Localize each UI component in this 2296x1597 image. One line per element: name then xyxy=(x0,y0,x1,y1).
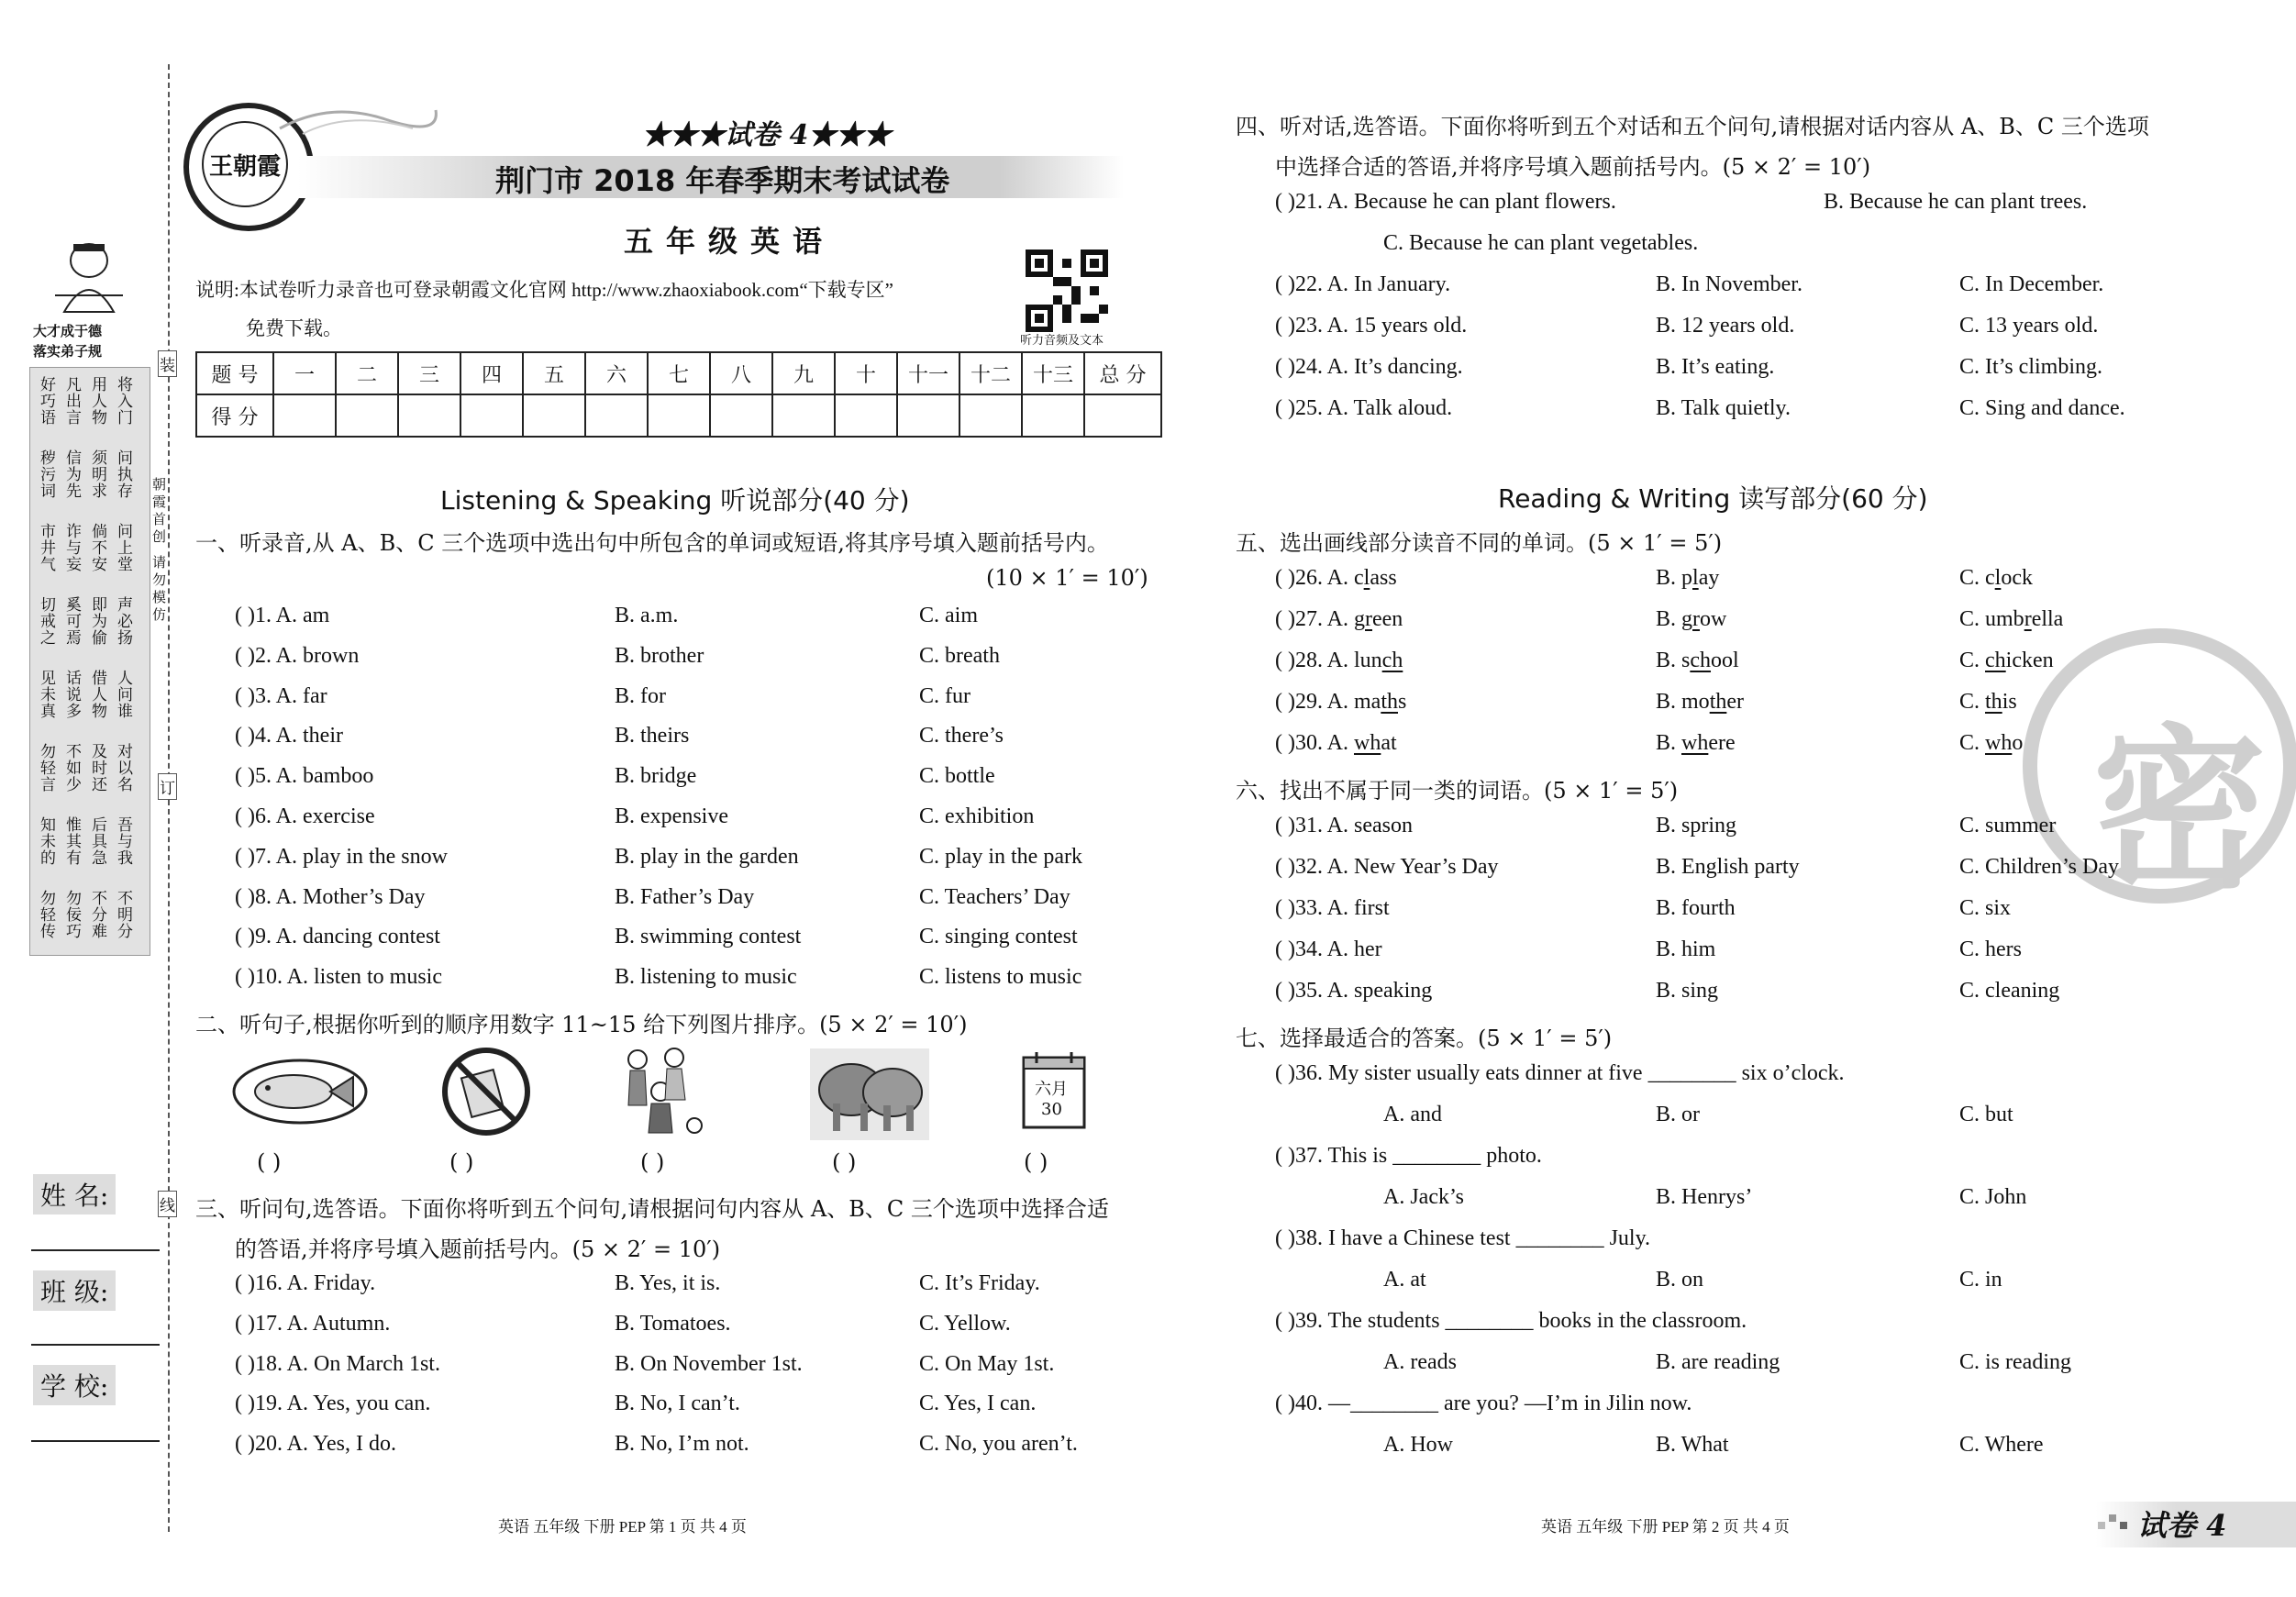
part5-instructions: 五、选出画线部分读音不同的单词。(5 × 1′ = 5′) xyxy=(1236,530,1723,556)
underlined-letters: wh xyxy=(1681,731,1709,755)
subject-title: 五年级英语 xyxy=(624,224,836,259)
word-part: lun xyxy=(1354,649,1382,672)
option-21-c: C. Because he can plant vegetables. xyxy=(1383,231,1699,255)
question-option-b xyxy=(1656,566,1719,591)
score-cell[interactable] xyxy=(897,394,959,437)
score-cell[interactable] xyxy=(336,394,398,437)
word-part: g xyxy=(1354,607,1365,631)
question-option-a: ( )8. A. Mother’s Day xyxy=(235,884,426,909)
listening-title: Listening & Speaking 听说部分(40 分) xyxy=(440,485,910,516)
wisdom-text: 话说多 xyxy=(62,670,81,719)
wisdom-columns xyxy=(35,376,145,954)
question-option-c: C. breath xyxy=(919,643,1000,668)
question-option-c: C. singing contest xyxy=(919,925,1078,949)
question-option-a: A. and xyxy=(1383,1103,1442,1126)
question-option-c: C. in xyxy=(1959,1268,2002,1292)
word-part: B. mo xyxy=(1656,690,1710,714)
wisdom-text: 好巧语 xyxy=(37,376,55,426)
word-part: B. p xyxy=(1656,566,1693,590)
question-stem: ( )38. I have a Chinese test ________ July. xyxy=(1275,1226,1651,1250)
question-option-a: A. How xyxy=(1383,1433,1453,1457)
word-part: is xyxy=(2002,690,2017,714)
score-col: 七 xyxy=(648,352,710,394)
question-option-b: B. theirs xyxy=(615,724,690,749)
exam-note-cont: 免费下载。 xyxy=(246,317,342,339)
paper-badge-text: 试卷 4 xyxy=(2137,1508,2227,1543)
question-option-a: ( )16. A. Friday. xyxy=(235,1271,376,1295)
question-prefix: ( )26. A. xyxy=(1275,566,1354,590)
score-cell[interactable] xyxy=(523,394,585,437)
question-option-c xyxy=(1959,566,2033,591)
question-option-a: ( )3. A. far xyxy=(235,683,327,708)
score-cell[interactable] xyxy=(273,394,336,437)
word-part: ella xyxy=(2031,607,2064,631)
score-table-header-row xyxy=(196,352,1161,394)
question-option-b: B. English party xyxy=(1656,855,1800,879)
name-label: 姓 名: xyxy=(33,1174,116,1214)
class-field[interactable] xyxy=(31,1344,160,1346)
question-option-a xyxy=(1275,566,1397,591)
footer-page-1: 英语 五年级 下册 PEP 第 1 页 共 4 页 xyxy=(498,1518,747,1536)
question-option-b: B. 12 years old. xyxy=(1656,314,1795,338)
part4-instructions-cont: 中选择合适的答语,并将序号填入题前括号内。(5 × 2′ = 10′) xyxy=(1275,154,1871,180)
school-label: 学 校: xyxy=(33,1365,116,1405)
question-option-a: ( )22. A. In January. xyxy=(1275,272,1451,296)
wisdom-text: 秽污词 xyxy=(37,449,55,499)
bind-mark-3: 线 xyxy=(158,1191,177,1217)
word-part: ere xyxy=(1708,731,1736,755)
question-option-a: ( )7. A. play in the snow xyxy=(235,844,448,869)
question-option-a xyxy=(1275,690,1406,715)
badge-squares-icon xyxy=(2096,1509,2133,1536)
wisdom-text: 声必扬 xyxy=(114,596,132,646)
underlined-letters: ch xyxy=(1381,649,1403,672)
wisdom-text: 惟其有 xyxy=(62,816,81,866)
score-cell[interactable] xyxy=(959,394,1022,437)
question-option-c: C. fur xyxy=(919,683,971,708)
publisher-logo: 王朝霞 xyxy=(183,103,314,231)
question-option-b xyxy=(1656,607,1726,632)
question-option-a: ( )33. A. first xyxy=(1275,896,1390,920)
wisdom-text: 不如少 xyxy=(62,743,81,793)
qr-caption: 听力音频及文本 xyxy=(1020,334,1104,348)
underlined-letters: th xyxy=(1985,690,2002,714)
question-option-c: C. John xyxy=(1959,1185,2027,1209)
score-col: 五 xyxy=(523,352,585,394)
question-option-c: C. In December. xyxy=(1959,272,2104,296)
word-part: ock xyxy=(2001,566,2033,590)
question-option-b: B. him xyxy=(1656,937,1716,961)
question-option-c xyxy=(1959,690,2017,715)
score-cell[interactable] xyxy=(772,394,835,437)
calendar-month: 六月 xyxy=(1035,1080,1068,1099)
question-option-a: ( )24. A. It’s dancing. xyxy=(1275,355,1463,379)
watermark-char: 密 xyxy=(2092,707,2268,912)
word-part: C. xyxy=(1959,731,1986,755)
question-option-c: C. Teachers’ Day xyxy=(919,884,1070,909)
elephants-picture xyxy=(810,1048,929,1140)
question-option-a xyxy=(1275,649,1403,673)
part1-instructions: 一、听录音,从 A、B、C 三个选项中选出句中所包含的单词或短语,将其序号填入题前括号内。 xyxy=(195,530,1109,556)
word-part: C. xyxy=(1959,690,1986,714)
question-option-a: A. reads xyxy=(1383,1350,1457,1374)
binding-note: 朝霞首创 请勿模仿 xyxy=(150,477,167,625)
score-col: 九 xyxy=(772,352,835,394)
word-part: B. g xyxy=(1656,607,1693,631)
score-col: 四 xyxy=(460,352,523,394)
question-option-b: B. Tomatoes. xyxy=(615,1311,731,1336)
question-option-b: B. What xyxy=(1656,1433,1729,1457)
score-col: 二 xyxy=(336,352,398,394)
calendar-picture xyxy=(1018,1048,1092,1133)
wisdom-text: 诈与妄 xyxy=(62,523,81,572)
picture-answer-blank[interactable]: ( ) xyxy=(257,1149,282,1175)
wisdom-text: 及时还 xyxy=(88,743,106,793)
part2-instructions: 二、听句子,根据你听到的顺序用数字 11~15 给下列图片排序。(5 × 2′ = 10′) xyxy=(195,1012,968,1037)
kids-football-picture xyxy=(610,1041,711,1142)
score-col: 十 xyxy=(835,352,897,394)
word-part: B. s xyxy=(1656,649,1691,672)
wisdom-text: 吾与我 xyxy=(114,816,132,866)
name-field[interactable] xyxy=(31,1249,160,1251)
wisdom-text: 凡出言 xyxy=(62,376,81,426)
score-cell[interactable] xyxy=(648,394,710,437)
score-cell[interactable] xyxy=(1022,394,1084,437)
question-option-a: ( )1. A. am xyxy=(235,604,330,627)
question-stem: ( )36. My sister usually eats dinner at five ________ six o’clock. xyxy=(1275,1061,1845,1085)
wisdom-text: 切戒之 xyxy=(37,596,55,646)
wisdom-text: 须明求 xyxy=(88,449,106,499)
question-option-b: B. spring xyxy=(1656,814,1737,837)
underlined-letters: ch xyxy=(1690,649,1712,672)
qr-code[interactable] xyxy=(1026,250,1108,332)
question-option-a: ( )2. A. brown xyxy=(235,643,360,668)
question-option-b: B. bridge xyxy=(615,764,697,789)
score-cell[interactable] xyxy=(460,394,523,437)
question-option-b: B. on xyxy=(1656,1268,1704,1292)
reading-title: Reading & Writing 读写部分(60 分) xyxy=(1498,483,1928,514)
question-prefix: ( )27. A. xyxy=(1275,607,1354,631)
underlined-letters: ch xyxy=(1985,649,2006,672)
score-cell[interactable] xyxy=(398,394,460,437)
no-cards-picture xyxy=(440,1046,532,1137)
question-option-a: A. at xyxy=(1383,1268,1426,1292)
question-option-b: B. fourth xyxy=(1656,896,1736,920)
question-option-c: C. It’s climbing. xyxy=(1959,355,2102,379)
wisdom-text: 见未真 xyxy=(37,670,55,719)
question-21: ( )21. A. Because he can plant flowers. xyxy=(1275,190,1616,214)
question-option-b: B. for xyxy=(615,683,666,708)
wisdom-text: 对以名 xyxy=(114,743,132,793)
question-option-a: ( )9. A. dancing contest xyxy=(235,925,440,949)
underlined-letters: l xyxy=(1363,566,1370,590)
score-col: 十一 xyxy=(897,352,959,394)
question-option-a: ( )35. A. speaking xyxy=(1275,979,1433,1003)
question-option-b: B. or xyxy=(1656,1103,1700,1126)
question-option-b: B. play in the garden xyxy=(615,844,799,869)
option-21-b: B. Because he can plant trees. xyxy=(1824,190,2088,214)
score-cell-total[interactable] xyxy=(1084,394,1161,437)
question-option-b: B. Henrys’ xyxy=(1656,1185,1753,1209)
wisdom-text: 勿轻言 xyxy=(37,743,55,793)
school-field[interactable] xyxy=(31,1440,160,1442)
picture-answer-blank[interactable]: ( ) xyxy=(1024,1149,1048,1175)
part3-instructions-cont: 的答语,并将序号填入题前括号内。(5 × 2′ = 10′) xyxy=(235,1237,721,1262)
question-prefix: ( )28. A. xyxy=(1275,649,1354,672)
question-option-c: C. aim xyxy=(919,604,978,627)
question-option-b: B. a.m. xyxy=(615,604,679,627)
question-prefix: ( )29. A. xyxy=(1275,690,1354,714)
underlined-letters: th xyxy=(1381,690,1398,714)
question-option-b xyxy=(1656,690,1744,715)
question-option-c: C. Children’s Day xyxy=(1959,855,2119,879)
question-option-c: C. listens to music xyxy=(919,965,1082,990)
question-option-a: ( )6. A. exercise xyxy=(235,804,375,828)
score-col: 十三 xyxy=(1022,352,1084,394)
question-option-b: B. listening to music xyxy=(615,965,797,990)
wisdom-text: 借人物 xyxy=(88,670,106,719)
question-option-c: C. Sing and dance. xyxy=(1959,396,2125,420)
question-option-b: B. It’s eating. xyxy=(1656,355,1775,379)
picture-answer-blank[interactable]: ( ) xyxy=(832,1149,857,1175)
question-option-b xyxy=(1656,649,1739,673)
part3-instructions: 三、听问句,选答语。下面你将听到五个问句,请根据问句内容从 A、B、C 三个选项中选择合适 xyxy=(195,1196,1109,1222)
word-part: o xyxy=(2012,731,2024,755)
question-option-a: A. Jack’s xyxy=(1383,1185,1464,1209)
question-prefix: ( )30. A. xyxy=(1275,731,1354,755)
wisdom-text: 即为偷 xyxy=(88,596,106,646)
question-option-a: ( )32. A. New Year’s Day xyxy=(1275,855,1499,879)
question-option-a: ( )10. A. listen to music xyxy=(235,965,442,990)
question-option-b xyxy=(1656,731,1736,756)
question-option-c: C. cleaning xyxy=(1959,979,2060,1003)
question-option-c xyxy=(1959,607,2063,632)
picture-answer-blank[interactable]: ( ) xyxy=(449,1149,474,1175)
question-option-b: B. No, I can’t. xyxy=(615,1392,740,1416)
question-option-c: C. Where xyxy=(1959,1433,2044,1457)
wisdom-text: 信为先 xyxy=(62,449,81,499)
question-option-a: ( )18. A. On March 1st. xyxy=(235,1351,440,1376)
word-part: B. xyxy=(1656,731,1682,755)
score-col-total: 总 分 xyxy=(1084,352,1161,394)
wisdom-text: 勿佞巧 xyxy=(62,890,81,939)
question-option-b: B. sing xyxy=(1656,979,1719,1003)
question-stem: ( )37. This is ________ photo. xyxy=(1275,1144,1542,1168)
question-option-c: C. No, you aren’t. xyxy=(919,1432,1078,1457)
exam-title: 荆门市 2018 年春季期末考试试卷 xyxy=(495,163,950,198)
question-option-c: C. On May 1st. xyxy=(919,1351,1055,1376)
question-option-a: ( )34. A. her xyxy=(1275,937,1382,961)
word-part: ass xyxy=(1370,566,1397,590)
question-option-a: ( )25. A. Talk aloud. xyxy=(1275,396,1453,420)
underlined-letters: r xyxy=(1692,607,1701,631)
question-option-a xyxy=(1275,731,1397,756)
score-cell[interactable] xyxy=(585,394,648,437)
wisdom-text: 不分难 xyxy=(88,890,106,939)
word-part: s xyxy=(1398,690,1407,714)
question-option-a xyxy=(1275,607,1403,632)
word-part: ool xyxy=(1711,649,1739,672)
underlined-letters: l xyxy=(1994,566,2002,590)
question-option-b: B. expensive xyxy=(615,804,728,828)
question-option-a: ( )17. A. Autumn. xyxy=(235,1311,391,1336)
wisdom-text: 倘不安 xyxy=(88,523,106,572)
underlined-letters: th xyxy=(1709,690,1727,714)
bind-mark-1: 装 xyxy=(158,350,177,377)
question-option-c xyxy=(1959,731,2023,756)
question-option-b: B. No, I’m not. xyxy=(615,1432,749,1457)
wisdom-text: 用人物 xyxy=(88,376,106,426)
question-option-c: C. play in the park xyxy=(919,844,1082,869)
question-stem: ( )40. —________ are you? —I’m in Jilin now. xyxy=(1275,1392,1692,1415)
motto-top: 大才成于德 xyxy=(33,323,103,339)
score-col: 八 xyxy=(710,352,772,394)
exam-note: 说明:本试卷听力录音也可登录朝霞文化官网 http://www.zhaoxiabook.com“下载专区” xyxy=(195,279,893,301)
question-option-a: ( )19. A. Yes, you can. xyxy=(235,1392,431,1416)
question-option-b: B. swimming contest xyxy=(615,925,802,949)
question-option-a: ( )4. A. their xyxy=(235,724,343,749)
question-option-c xyxy=(1959,649,2054,673)
question-option-a: ( )31. A. season xyxy=(1275,814,1413,837)
question-option-b: B. Yes, it is. xyxy=(615,1271,721,1295)
class-label: 班 级: xyxy=(33,1270,116,1311)
wisdom-text: 知未的 xyxy=(37,816,55,866)
underlined-letters: l xyxy=(1692,566,1699,590)
score-cell[interactable] xyxy=(835,394,897,437)
part6-instructions: 六、找出不属于同一类的词语。(5 × 1′ = 5′) xyxy=(1236,778,1679,804)
question-option-b: B. Father’s Day xyxy=(615,884,755,909)
question-option-b: B. brother xyxy=(615,643,704,668)
question-option-c: C. there’s xyxy=(919,724,1004,749)
question-option-c: C. bottle xyxy=(919,764,995,789)
wisdom-text: 将入门 xyxy=(114,376,132,426)
word-part: C. c xyxy=(1959,566,1995,590)
question-option-b: B. On November 1st. xyxy=(615,1351,803,1376)
question-option-a: ( )23. A. 15 years old. xyxy=(1275,314,1468,338)
question-option-c: C. It’s Friday. xyxy=(919,1271,1040,1295)
binding-margin xyxy=(0,0,174,1597)
fish-dish-picture xyxy=(229,1055,372,1128)
word-part: een xyxy=(1372,607,1403,631)
part7-instructions: 七、选择最适合的答案。(5 × 1′ = 5′) xyxy=(1236,1026,1613,1051)
wisdom-text: 市井气 xyxy=(37,523,55,572)
wisdom-text: 人问谁 xyxy=(114,670,132,719)
wisdom-text: 不明分 xyxy=(114,890,132,939)
question-option-c: C. but xyxy=(1959,1103,2013,1126)
question-option-c: C. Yellow. xyxy=(919,1311,1011,1336)
wisdom-text: 勿轻传 xyxy=(37,890,55,939)
question-option-a: ( )5. A. bamboo xyxy=(235,764,374,789)
score-table-score-row xyxy=(196,394,1161,437)
question-option-c: C. exhibition xyxy=(919,804,1035,828)
question-option-c: C. summer xyxy=(1959,814,2057,837)
wisdom-text: 问执存 xyxy=(114,449,132,499)
score-cell[interactable] xyxy=(710,394,772,437)
part4-instructions: 四、听对话,选答语。下面你将听到五个对话和五个问句,请根据对话内容从 A、B、C 三个选项 xyxy=(1236,114,2149,139)
word-part: at xyxy=(1381,731,1397,755)
score-table xyxy=(195,351,1162,438)
word-part: ma xyxy=(1354,690,1381,714)
question-stem: ( )39. The students ________ books in the classroom. xyxy=(1275,1309,1747,1333)
score-table-row2-label: 得 分 xyxy=(196,394,273,437)
question-option-b: B. are reading xyxy=(1656,1350,1780,1374)
question-option-b: B. In November. xyxy=(1656,272,1802,296)
word-part: C. xyxy=(1959,649,1986,672)
word-part: ay xyxy=(1698,566,1720,590)
score-col: 十二 xyxy=(959,352,1022,394)
question-option-c: C. 13 years old. xyxy=(1959,314,2099,338)
part1-score: (10 × 1′ = 10′) xyxy=(986,565,1148,591)
question-option-b: B. Talk quietly. xyxy=(1656,396,1791,420)
question-option-a: ( )20. A. Yes, I do. xyxy=(235,1432,397,1457)
question-option-c: C. six xyxy=(1959,896,2012,920)
scholar-illustration xyxy=(46,240,133,314)
question-option-c: C. hers xyxy=(1959,937,2022,961)
word-part: C. umb xyxy=(1959,607,2024,631)
underlined-letters: wh xyxy=(1985,731,2013,755)
underlined-letters: r xyxy=(1365,607,1372,631)
underlined-letters: wh xyxy=(1354,731,1381,755)
picture-answer-blank[interactable]: ( ) xyxy=(640,1149,665,1175)
word-part: ow xyxy=(1700,607,1727,631)
ribbon-decoration xyxy=(275,101,440,138)
underlined-letters: r xyxy=(2024,607,2032,631)
calendar-day: 30 xyxy=(1041,1100,1062,1119)
question-option-c: C. is reading xyxy=(1959,1350,2071,1374)
footer-page-2: 英语 五年级 下册 PEP 第 2 页 共 4 页 xyxy=(1541,1518,1790,1536)
bind-mark-2: 订 xyxy=(158,773,177,800)
motto-bottom: 落实弟子规 xyxy=(33,343,103,360)
wisdom-text: 问上堂 xyxy=(114,523,132,572)
word-part: er xyxy=(1726,690,1745,714)
word-part: c xyxy=(1354,566,1364,590)
score-col: 六 xyxy=(585,352,648,394)
score-table-row1-label: 题 号 xyxy=(196,352,273,394)
wisdom-text: 奚可焉 xyxy=(62,596,81,646)
wisdom-text: 后具急 xyxy=(88,816,106,866)
word-part: icken xyxy=(2005,649,2054,672)
paper-number: ★★★试卷 4★★★ xyxy=(642,119,892,151)
score-col: 一 xyxy=(273,352,336,394)
question-option-c: C. Yes, I can. xyxy=(919,1392,1037,1416)
score-col: 三 xyxy=(398,352,460,394)
